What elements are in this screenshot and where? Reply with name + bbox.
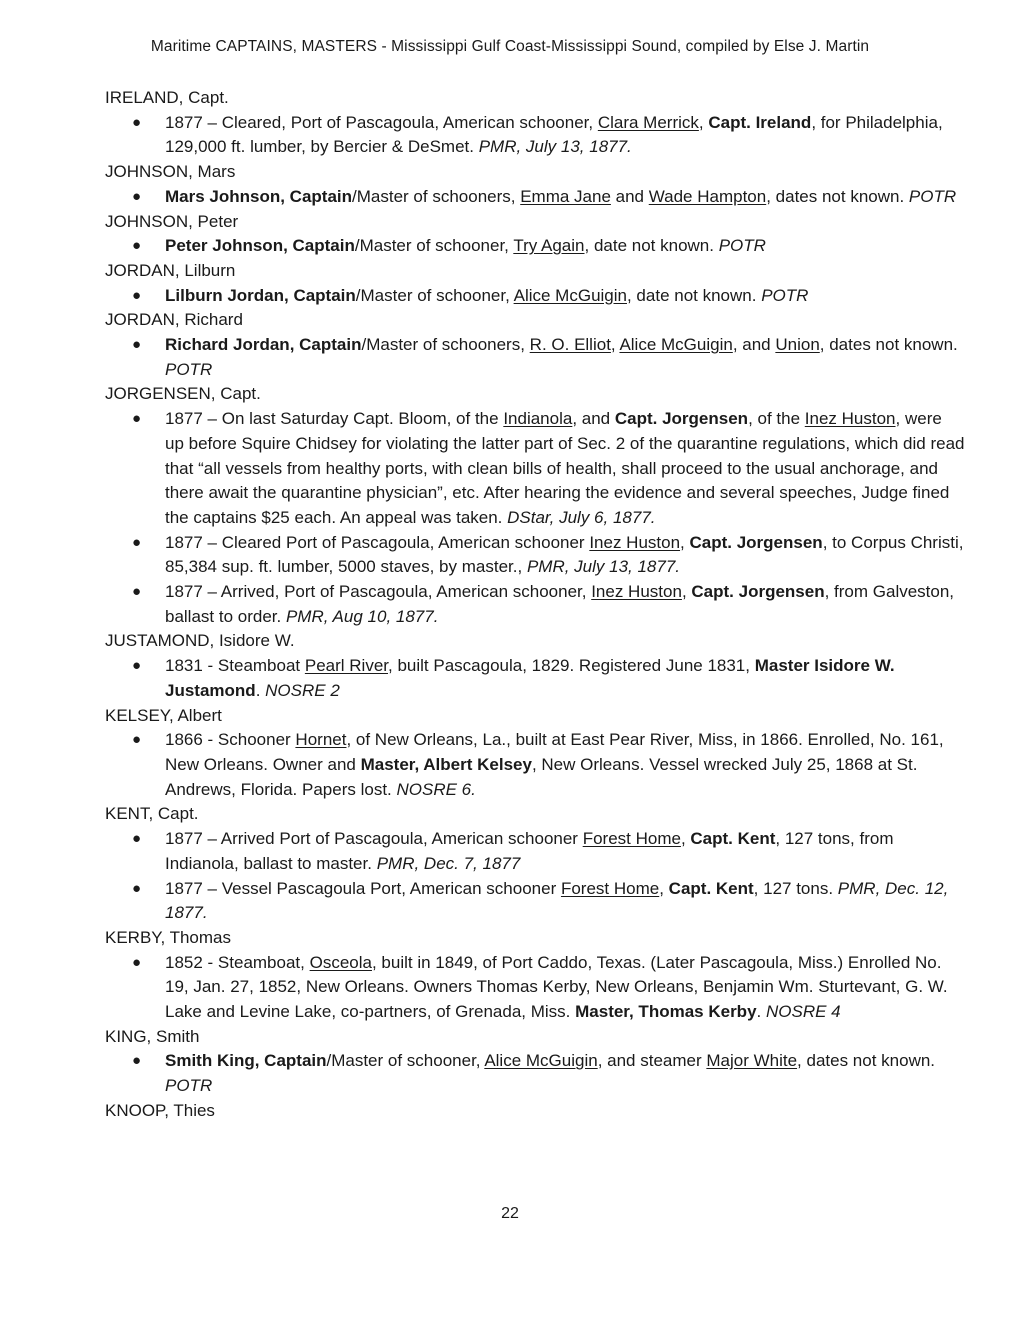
entry-items (105, 1049, 965, 1098)
bullet-icon: ● (132, 187, 142, 205)
entry-items (105, 728, 965, 802)
entry-item (105, 951, 965, 1025)
bullet-icon: ● (132, 731, 142, 749)
captain-highlight: Peter Johnson, Captain (165, 236, 355, 256)
source-citation: POTR (165, 359, 213, 379)
vessel-name: Osceola (309, 952, 372, 972)
entry-items (105, 951, 965, 1025)
entry-item (105, 111, 965, 160)
entry-text: 1877 – Cleared Port of Pascagoula, American schooner (165, 532, 590, 552)
entry-text: /Master of schooners, (361, 335, 530, 355)
entry-text: , for Philadelphia, 129,000 ft. lumber, by Bercier & DeSmet. (165, 112, 943, 157)
bullet-icon: ● (132, 879, 142, 897)
entry-text: 1877 – Cleared, Port of Pascagoula, American schooner, (165, 112, 598, 132)
vessel-name: Union (775, 335, 820, 355)
entry-text: , from Galveston, ballast to order. (165, 582, 955, 626)
captain-name: IRELAND, Capt. (105, 88, 229, 107)
entry-text: /Master of schooner, (354, 236, 514, 256)
captain-name: KING, Smith (105, 1026, 200, 1046)
source-citation: DStar, July 6, 1877. (507, 507, 656, 527)
entry-text: , 127 tons, from Indianola, ballast to master. (165, 829, 894, 873)
captain-name: JORDAN, Lilburn (105, 260, 236, 280)
vessel-name: Major White (706, 1051, 798, 1071)
entry-text: /Master of schooner, (326, 1051, 485, 1071)
entry-item (105, 531, 965, 580)
captain-name: JORDAN, Richard (105, 310, 243, 330)
captain-name: KELSEY, Albert (105, 705, 222, 725)
vessel-name: Clara Merrick (597, 112, 699, 132)
source-citation: PMR, July 13, 1877. (526, 557, 681, 577)
entry-text: , and (572, 409, 615, 429)
source-citation: NOSRE 6. (396, 779, 476, 799)
source-citation: POTR (165, 1076, 213, 1096)
page-number: 22 (501, 1205, 519, 1222)
entry-text: , dates not known. (819, 335, 958, 355)
entry-text: , date not known. (584, 236, 719, 256)
entry-text: , (610, 335, 620, 355)
entry-text: , dates not known. (797, 1051, 936, 1071)
captain-highlight: Capt. Jorgensen (614, 409, 749, 429)
entry-text: /Master of schooners, (352, 186, 521, 206)
vessel-name: Alice McGuigin (484, 1051, 598, 1071)
captain-highlight: Lilburn Jordan, Captain (165, 285, 356, 305)
source-citation: NOSRE 2 (265, 680, 340, 700)
entry-item (105, 284, 965, 309)
captain-highlight: Smith King, Captain (165, 1051, 327, 1071)
entry-item (105, 333, 965, 382)
source-citation: PMR, Aug 10, 1877. (285, 606, 439, 626)
bullet-icon: ● (132, 237, 142, 255)
captain-highlight: Master Isidore W. Justamond (165, 656, 895, 700)
entry-text: . (255, 680, 266, 700)
entry-text: 1877 – On last Saturday Capt. Bloom, of the (165, 409, 504, 429)
entry-text: , (680, 532, 690, 552)
captain-highlight: Capt. Jorgensen (691, 582, 825, 602)
entry-items (105, 284, 965, 309)
bullet-icon: ● (132, 1052, 142, 1070)
bullet-icon: ● (132, 113, 142, 131)
entry-text: , built Pascagoula, 1829. Registered June 1831, (388, 656, 755, 676)
vessel-name: Hornet (295, 730, 347, 750)
captain-name: KENT, Capt. (105, 804, 199, 824)
entry-text: , (680, 829, 691, 849)
vessel-name: Forest Home (582, 829, 681, 849)
page-header: Maritime CAPTAINS, MASTERS - Mississippi Gulf Coast-Mississippi Sound, compiled by Else J. Martin (150, 38, 870, 55)
entry-text: , dates not known. (766, 186, 909, 206)
vessel-name: Forest Home (560, 878, 660, 898)
entry-text: /Master of schooner, (355, 285, 514, 305)
source-citation: NOSRE 4 (765, 1002, 841, 1022)
bullet-icon: ● (132, 953, 142, 971)
captain-highlight: Capt. Jorgensen (689, 532, 823, 552)
entry-text: , (681, 582, 692, 602)
entry-items (105, 234, 965, 259)
entry-text: , were up before Squire Chidsey for violating the latter part of Sec. 2 of the quarantine regulations, which did read that “all vessels from healthy ports, with clean bills of health, shall proceed to the usual anchorage, and there await the quarantine physician”, etc. After hearing the evidence and several speeches, Judge fined the captains $25 each. An appeal was taken. (165, 409, 965, 527)
entry-item (105, 234, 965, 259)
entry-item (105, 185, 965, 210)
bullet-icon: ● (132, 830, 142, 848)
vessel-name: Alice McGuigin (513, 285, 627, 305)
bullet-icon: ● (132, 533, 142, 551)
entry-item (105, 877, 965, 926)
entry-text: 1877 – Arrived, Port of Pascagoula, American schooner, (165, 582, 592, 602)
source-citation: POTR (908, 186, 957, 206)
bullet-icon: ● (132, 286, 142, 304)
captain-highlight: Master, Thomas Kerby (575, 1002, 757, 1022)
entry-text: , to Corpus Christi, 85,384 sup. ft. lumber, 5000 staves, by master., (165, 532, 964, 577)
entry-item (105, 827, 965, 876)
captain-highlight: Capt. Kent (668, 878, 754, 898)
bullet-icon: ● (132, 583, 142, 601)
vessel-name: Try Again (513, 236, 585, 256)
entry-text: 1852 - Steamboat, (165, 952, 310, 972)
captain-highlight: Master, Albert Kelsey (360, 754, 532, 774)
captain-name: KERBY, Thomas (105, 927, 231, 947)
entry-item (105, 654, 965, 703)
entry-items (105, 333, 965, 382)
entry-text: , date not known. (626, 285, 762, 305)
captain-highlight: Richard Jordan, Captain (165, 335, 362, 355)
entry-text: , of the (748, 409, 805, 429)
entry-text: and (610, 186, 649, 206)
entry-item (105, 1049, 965, 1098)
vessel-name: Alice McGuigin (619, 335, 733, 355)
source-citation: PMR, Dec. 12, 1877. (165, 878, 949, 923)
captain-name: JORGENSEN, Capt. (105, 384, 261, 404)
entry-text: . (756, 1002, 766, 1022)
entry-text: 1831 - Steamboat (165, 656, 305, 676)
entry-text: , (659, 878, 669, 898)
captain-name: JOHNSON, Mars (105, 162, 236, 182)
entry-item (105, 580, 965, 629)
captain-highlight: Capt. Ireland (708, 112, 812, 132)
entry-text: , New Orleans. Vessel wrecked July 25, 1868 at St. Andrews, Florida. Papers lost. (165, 754, 918, 799)
vessel-name: Wade Hampton (648, 186, 767, 206)
vessel-name: R. O. Elliot (529, 335, 611, 355)
entry-items (105, 111, 965, 160)
captain-highlight: Capt. Kent (690, 829, 776, 849)
entry-text: 1877 – Arrived Port of Pascagoula, American schooner (165, 829, 583, 849)
source-citation: POTR (761, 285, 809, 305)
vessel-name: Emma Jane (520, 186, 611, 206)
captain-name: JOHNSON, Peter (105, 211, 239, 231)
vessel-name: Inez Huston (804, 409, 896, 429)
entry-items (105, 654, 965, 703)
entry-items (105, 185, 965, 210)
entry-text: , of New Orleans, La., built at East Pear River, Miss, in 1866. Enrolled, No. 161, New Orleans. Owner and (165, 730, 944, 774)
bullet-icon: ● (132, 657, 142, 675)
entry-text: 1877 – Vessel Pascagoula Port, American schooner (165, 878, 561, 898)
entry-text: , built in 1849, of Port Caddo, Texas. (Later Pascagoula, Miss.) Enrolled No. 19, Jan. 27, 1852, New Orleans. Owners Thomas Kerby, New Orleans, Benjamin Wm. Sturtevant, G. W. Lake and Levine Lake, co-partners, of Grenada, Miss. (165, 952, 948, 1022)
captain-name: KNOOP, Thies (105, 1100, 215, 1120)
vessel-name: Pearl River (304, 656, 389, 676)
entry-text: , and steamer (597, 1051, 707, 1071)
vessel-name: Inez Huston (589, 532, 681, 552)
entry-text: , (698, 112, 709, 132)
source-citation: POTR (718, 236, 766, 256)
entry-items (105, 407, 965, 629)
source-citation: PMR, Dec. 7, 1877 (376, 853, 521, 873)
vessel-name: Indianola (503, 409, 573, 429)
entry-text: 1866 - Schooner (165, 730, 296, 750)
entry-text: , 127 tons. (753, 878, 838, 898)
entry-item (105, 728, 965, 802)
entry-text: , and (732, 335, 776, 355)
entry-item (105, 407, 965, 531)
captain-name: JUSTAMOND, Isidore W. (105, 631, 295, 651)
vessel-name: Inez Huston (591, 582, 682, 602)
entry-items (105, 827, 965, 926)
bullet-icon: ● (132, 410, 142, 428)
bullet-icon: ● (132, 336, 142, 354)
entries-list (105, 86, 965, 1124)
source-citation: PMR, July 13, 1877. (478, 137, 632, 157)
captain-highlight: Mars Johnson, Captain (165, 186, 353, 206)
